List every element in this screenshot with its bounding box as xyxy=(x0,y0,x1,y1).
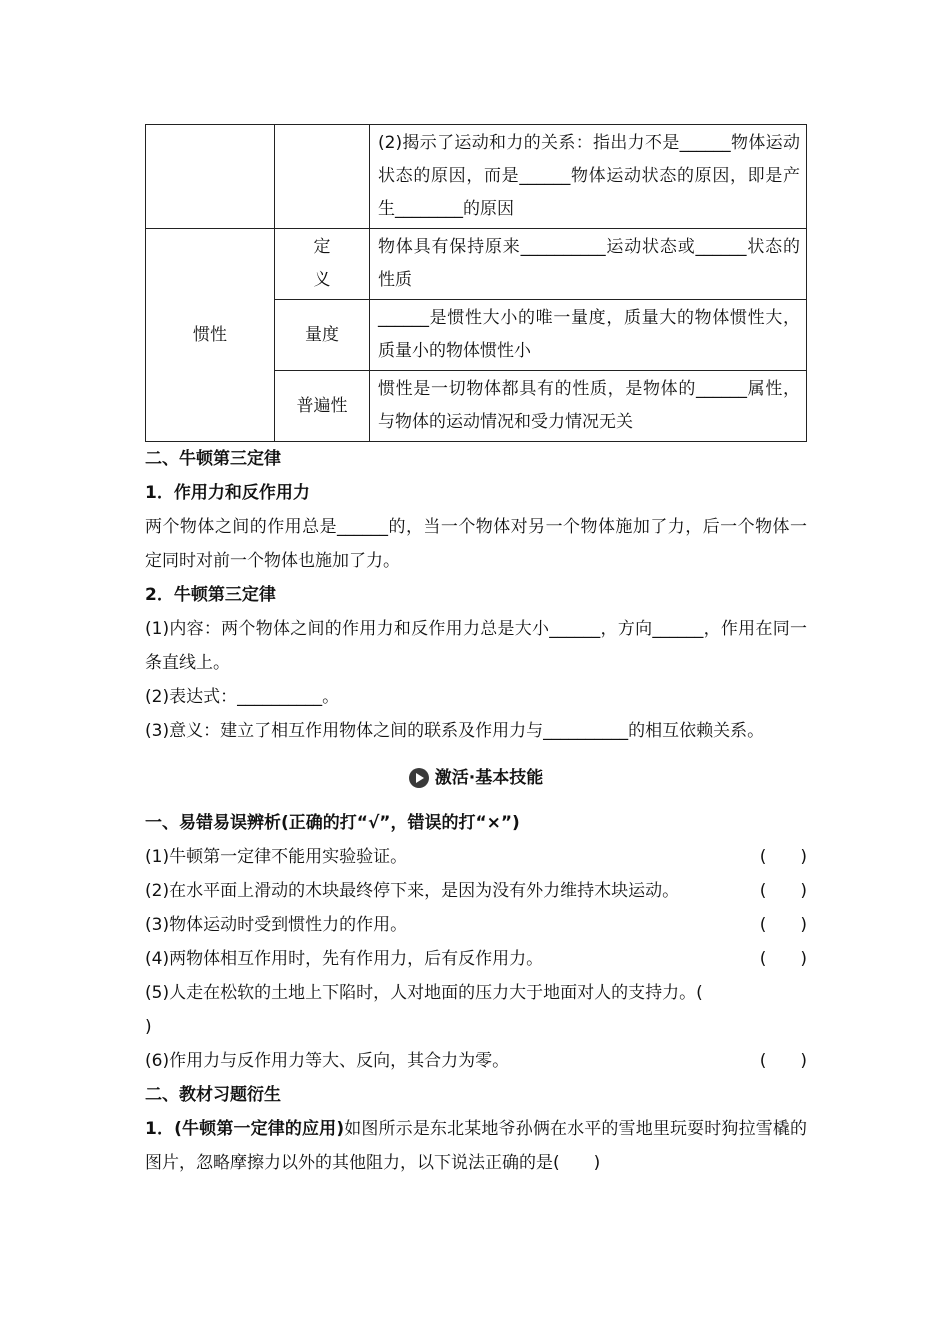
inertia-label-cell: 惯性 xyxy=(146,229,275,442)
universal-text-cell: 惯性是一切物体都具有的性质，是物体的______属性，与物体的运动情况和受力情况无关 xyxy=(370,371,807,442)
table-row xyxy=(146,229,807,300)
judge-item xyxy=(145,1044,807,1078)
judge-item xyxy=(145,874,807,908)
judge-item-text: (4)两物体相互作用时，先有作用力，后有反作用力。 xyxy=(145,949,544,969)
table-cell-empty xyxy=(275,125,370,229)
judge-item xyxy=(145,942,807,976)
paragraph: (1)内容：两个物体之间的作用力和反作用力总是大小______，方向______，作用在同一条直线上。 xyxy=(145,619,807,673)
subsection-title: 2．牛顿第三定律 xyxy=(145,585,276,605)
question-1-text: 如图所示是东北某地爷孙俩在水平的雪地里玩耍时狗拉雪橇的图片，忽略摩擦力以外的其他阻力，以下说法正确的是( ) xyxy=(145,1119,808,1173)
judge-item xyxy=(145,840,807,874)
definition-label-char-1: 定 xyxy=(313,237,331,257)
universal-label-cell: 普遍性 xyxy=(275,371,370,442)
table-cell-empty xyxy=(146,125,275,229)
answer-blank: ( ) xyxy=(759,847,807,867)
question-1-label: 1．(牛顿第一定律的应用) xyxy=(145,1119,345,1139)
definition-label-char-2: 义 xyxy=(313,270,331,290)
question-1 xyxy=(145,1112,807,1180)
paragraph: (3)意义：建立了相互作用物体之间的联系及作用力与__________的相互依赖关系。 xyxy=(145,721,765,741)
answer-blank: ( ) xyxy=(759,1051,807,1071)
measure-text-cell: ______是惯性大小的唯一量度，质量大的物体惯性大，质量小的物体惯性小 xyxy=(370,300,807,371)
judge-item-tail: ) xyxy=(145,1017,152,1037)
section-banner xyxy=(145,756,807,800)
table-row xyxy=(146,125,807,229)
judge-item-text: (1)牛顿第一定律不能用实验验证。 xyxy=(145,847,408,867)
paragraph: (2)表达式：__________。 xyxy=(145,687,340,707)
judge-section-title: 一、易错易误辨析(正确的打“√”，错误的打“×”) xyxy=(145,813,520,833)
textbook-section-title: 二、教材习题衍生 xyxy=(145,1085,281,1105)
subsection-title: 1．作用力和反作用力 xyxy=(145,483,310,503)
paragraph: 两个物体之间的作用总是______的，当一个物体对另一个物体施加了力，后一个物体一定同时对前一个物体也施加了力。 xyxy=(145,517,807,571)
banner-title: 激活·基本技能 xyxy=(434,768,544,788)
first-law-significance-cell: (2)揭示了运动和力的关系：指出力不是______物体运动状态的原因，而是______物体运动状态的原因，即是产生________的原因 xyxy=(370,125,807,229)
section-title: 二、牛顿第三定律 xyxy=(145,449,281,469)
play-icon xyxy=(409,768,429,788)
concept-table xyxy=(145,124,807,442)
answer-blank: ( ) xyxy=(759,881,807,901)
measure-label-cell: 量度 xyxy=(275,300,370,371)
answer-blank: ( ) xyxy=(759,915,807,935)
answer-blank: ( ) xyxy=(759,949,807,969)
document-page xyxy=(145,124,807,1180)
judge-item-text: (6)作用力与反作用力等大、反向，其合力为零。 xyxy=(145,1051,510,1071)
judge-item-text: (3)物体运动时受到惯性力的作用。 xyxy=(145,915,408,935)
judge-item-text: (2)在水平面上滑动的木块最终停下来，是因为没有外力维持木块运动。 xyxy=(145,881,680,901)
definition-text-cell: 物体具有保持原来__________运动状态或______状态的性质 xyxy=(370,229,807,300)
judge-item xyxy=(145,908,807,942)
definition-label-cell xyxy=(275,229,370,300)
judge-item-text: (5)人走在松软的土地上下陷时，人对地面的压力大于地面对人的支持力。( xyxy=(145,983,703,1003)
